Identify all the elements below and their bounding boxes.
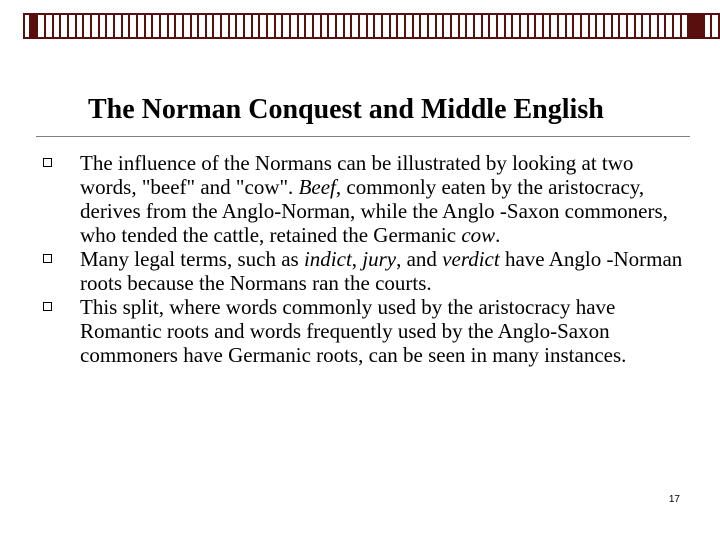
italic-term: verdict (442, 247, 500, 271)
grid-cell (406, 13, 414, 39)
bullet-text (80, 151, 685, 247)
grid-cell (107, 13, 115, 39)
grid-cell (506, 13, 513, 39)
grid-cell (299, 13, 306, 39)
grid-cell (192, 13, 199, 39)
slide-number: 17 (668, 494, 680, 505)
grid-cell (574, 13, 582, 39)
grid-cell (138, 13, 146, 39)
grid-cell (383, 13, 391, 39)
grid-cell (84, 13, 92, 39)
italic-term: cow (461, 223, 496, 247)
grid-cell (490, 13, 498, 39)
grid-cell (483, 13, 490, 39)
grid-cell (643, 13, 651, 39)
grid-cell (184, 13, 192, 39)
grid-cell (360, 13, 368, 39)
grid-cell (291, 13, 299, 39)
grid-cell (329, 13, 337, 39)
grid-cell (314, 13, 322, 39)
hollow-square-bullet-icon (40, 151, 80, 175)
grid-cell (567, 13, 574, 39)
grid-cell (559, 13, 567, 39)
grid-cell (705, 13, 712, 39)
grid-cell (38, 13, 46, 39)
grid-cell (237, 13, 245, 39)
hollow-square-bullet-icon (40, 247, 80, 271)
grid-cell (620, 13, 628, 39)
grid-cell (421, 13, 429, 39)
grid-cell (77, 13, 84, 39)
grid-cell-filled (31, 13, 38, 39)
grid-cell (460, 13, 467, 39)
grid-cell (437, 13, 444, 39)
grid-cell (245, 13, 253, 39)
grid-cell (628, 13, 636, 39)
grid-cell (123, 13, 130, 39)
text-run: Many legal terms, such as (80, 247, 304, 271)
grid-cell (605, 13, 613, 39)
grid-cell (429, 13, 437, 39)
grid-cell (337, 13, 345, 39)
grid-cell (475, 13, 483, 39)
bullet-item (40, 295, 685, 367)
grid-cell (100, 13, 107, 39)
grid-cell (214, 13, 222, 39)
grid-cell (398, 13, 406, 39)
italic-term: jury (362, 247, 397, 271)
title-divider (36, 136, 690, 137)
grid-cell (529, 13, 536, 39)
grid-cell (582, 13, 590, 39)
grid-cell (651, 13, 659, 39)
grid-cell (199, 13, 207, 39)
grid-cell (368, 13, 375, 39)
italic-term: indict (303, 247, 352, 271)
grid-cell (153, 13, 161, 39)
grid-cell (551, 13, 559, 39)
grid-cell (222, 13, 230, 39)
grid-cell (444, 13, 452, 39)
text-run: . (495, 223, 501, 247)
header-grid-bar (23, 13, 720, 39)
bullet-text (80, 295, 685, 367)
grid-cell (161, 13, 169, 39)
grid-cell (536, 13, 544, 39)
grid-cell (276, 13, 283, 39)
grid-cell (283, 13, 291, 39)
grid-cell (306, 13, 314, 39)
grid-cell (322, 13, 329, 39)
grid-cell (682, 13, 689, 39)
grid-cell (498, 13, 506, 39)
grid-cell (169, 13, 176, 39)
grid-cell (146, 13, 153, 39)
grid-cell (712, 13, 720, 39)
grid-cell (260, 13, 268, 39)
grid-cell (61, 13, 69, 39)
text-run: , commonly eaten by the aristocracy, derives from the Anglo-Norman, while the Anglo -Saxon commoners, who tended the cattle, retained the Germanic (80, 175, 668, 247)
grid-cell (375, 13, 383, 39)
hollow-square-bullet-icon (40, 295, 80, 319)
grid-cell (636, 13, 643, 39)
bullet-text (80, 247, 685, 295)
grid-cell (54, 13, 61, 39)
grid-cell (69, 13, 77, 39)
bullet-item (40, 151, 685, 247)
grid-cell (467, 13, 475, 39)
grid-cell (352, 13, 360, 39)
grid-cell (268, 13, 276, 39)
grid-cell (391, 13, 398, 39)
grid-cell (253, 13, 260, 39)
grid-cell (176, 13, 184, 39)
grid-cell (92, 13, 100, 39)
text-run: , and (396, 247, 443, 271)
grid-cell (613, 13, 620, 39)
text-run: This split, where words commonly used by the aristocracy have Romantic roots and words frequently used by the Anglo-Saxon commoners have Germanic roots, can be seen in many instances. (80, 295, 627, 367)
grid-cell (230, 13, 237, 39)
bullet-item (40, 247, 685, 295)
grid-cell (345, 13, 352, 39)
bullet-list (40, 151, 685, 367)
text-run: have Anglo -Norman roots because the Normans ran the courts. (80, 247, 683, 295)
grid-cell (207, 13, 214, 39)
grid-cell (46, 13, 54, 39)
grid-cell-filled (689, 13, 697, 39)
grid-cell (23, 13, 31, 39)
grid-cell (659, 13, 666, 39)
grid-cell (115, 13, 123, 39)
italic-term: Beef (298, 175, 336, 199)
grid-cell (130, 13, 138, 39)
grid-cell (666, 13, 674, 39)
grid-cell (544, 13, 551, 39)
text-run: , (351, 247, 363, 271)
grid-cell (414, 13, 421, 39)
grid-cell (513, 13, 521, 39)
grid-cell (452, 13, 460, 39)
grid-cell (597, 13, 605, 39)
grid-cell-filled (697, 13, 705, 39)
grid-cell (521, 13, 529, 39)
text-run: The influence of the Normans can be illustrated by looking at two words, "beef" and "cow". (80, 151, 634, 199)
slide-title: The Norman Conquest and Middle English (88, 94, 604, 125)
grid-cell (590, 13, 597, 39)
grid-cell (674, 13, 682, 39)
